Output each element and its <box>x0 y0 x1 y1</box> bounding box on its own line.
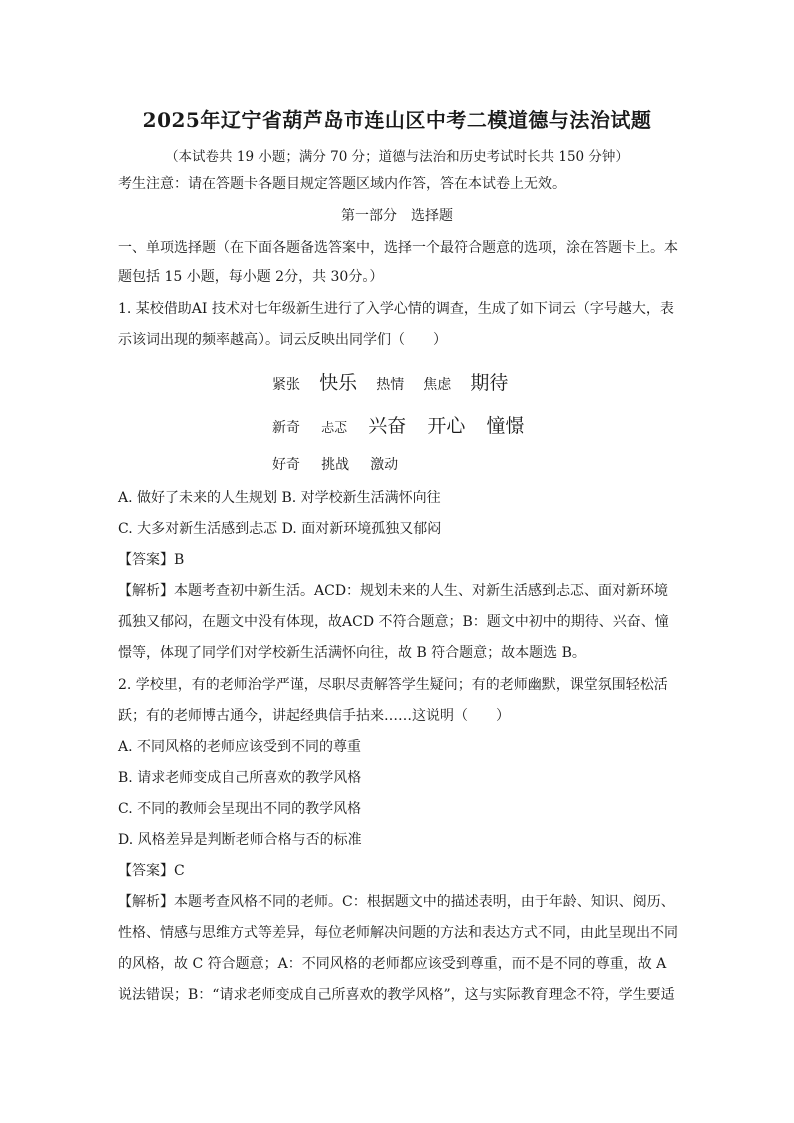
cloud-word: 兴奋 <box>368 415 407 437</box>
cloud-word: 忐忑 <box>321 421 348 436</box>
q1-analysis-line1: 【解析】本题考查初中新生活。ACD：规划未来的人生、对新生活感到忐忑、面对新环境 <box>118 583 669 599</box>
q2-option-a: A. 不同风格的老师应该受到不同的尊重 <box>118 739 362 755</box>
q1-options-ab: A. 做好了未来的人生规划 B. 对学校新生活满怀向往 <box>118 490 441 506</box>
cloud-word: 开心 <box>427 415 466 437</box>
exam-info: （本试卷共 19 小题；满分 70 分；道德与法治和历史考试时长共 150 分钟） <box>165 149 629 165</box>
q2-option-d: D. 风格差异是判断老师合格与否的标准 <box>118 832 362 848</box>
cloud-word: 热情 <box>376 377 405 393</box>
q1-analysis-line2: 孤独又郁闷，在题文中没有体现，故ACD 不符合题意；B：题文中初中的期待、兴奋、憧 <box>118 614 669 630</box>
q2-analysis-line4: 说法错误；B：“请求老师变成自己所喜欢的教学风格”，这与实际教育理念不符，学生要适 <box>118 987 675 1003</box>
exam-notice: 考生注意：请在答题卡各题目规定答题区域内作答，答在本试卷上无效。 <box>118 176 566 192</box>
cloud-word: 紧张 <box>272 377 300 393</box>
cloud-word: 期待 <box>470 372 509 394</box>
cloud-word: 新奇 <box>272 420 300 436</box>
word-cloud-row-3 <box>272 454 398 474</box>
part-heading: 第一部分 选择题 <box>341 208 453 224</box>
section-instructions-line1: 一、单项选择题（在下面各题备选答案中，选择一个最符合题意的选项，涂在答题卡上。本 <box>118 240 678 256</box>
q2-answer: 【答案】C <box>118 863 185 879</box>
q2-option-b: B. 请求老师变成自己所喜欢的教学风格 <box>118 770 362 786</box>
cloud-word: 憧憬 <box>486 415 525 437</box>
q1-answer: 【答案】B <box>118 552 185 568</box>
page-title: 2025年辽宁省葫芦岛市连山区中考二模道德与法治试题 <box>142 108 652 132</box>
q2-stem-line1: 2. 学校里，有的老师治学严谨，尽职尽责解答学生疑问；有的老师幽默，课堂氛围轻松活 <box>118 677 668 693</box>
cloud-word: 焦虑 <box>423 377 452 393</box>
q2-analysis-line2: 性格、情感与思维方式等差异，每位老师解决问题的方法和表达方式不同，由此呈现出不同 <box>118 925 678 941</box>
q2-stem-line2: 跃；有的老师博古通今，讲起经典信手拈来……这说明（ ） <box>118 708 510 724</box>
section-instructions-line2: 题包括 15 小题，每小题 2分，共 30分。） <box>118 269 384 285</box>
q1-analysis-line3: 憬等，体现了同学们对学校新生活满怀向往，故 B 符合题意；故本题选 B。 <box>118 645 586 661</box>
word-cloud-row-2 <box>272 411 524 438</box>
q2-analysis-line3: 的风格，故 C 符合题意；A：不同风格的老师都应该受到尊重，而不是不同的尊重，故 A <box>118 956 667 972</box>
cloud-word: 好奇 <box>272 457 300 473</box>
cloud-word: 挑战 <box>321 457 350 473</box>
cloud-word: 激动 <box>370 457 399 473</box>
q1-stem-line2: 示该词出现的频率越高）。词云反映出同学们（ ） <box>118 332 447 348</box>
q1-options-cd: C. 大多对新生活感到忐忑 D. 面对新环境孤独又郁闷 <box>118 521 442 537</box>
q1-stem-line1: 1. 某校借助AI 技术对七年级新生进行了入学心情的调查，生成了如下词云（字号越大，表 <box>118 301 674 317</box>
q2-analysis-line1: 【解析】本题考查风格不同的老师。C：根据题文中的描述表明，由于年龄、知识、阅历、 <box>118 894 675 910</box>
cloud-word: 快乐 <box>319 372 358 394</box>
q2-option-c: C. 不同的教师会呈现出不同的教学风格 <box>118 801 362 817</box>
word-cloud-row-1 <box>272 368 508 395</box>
